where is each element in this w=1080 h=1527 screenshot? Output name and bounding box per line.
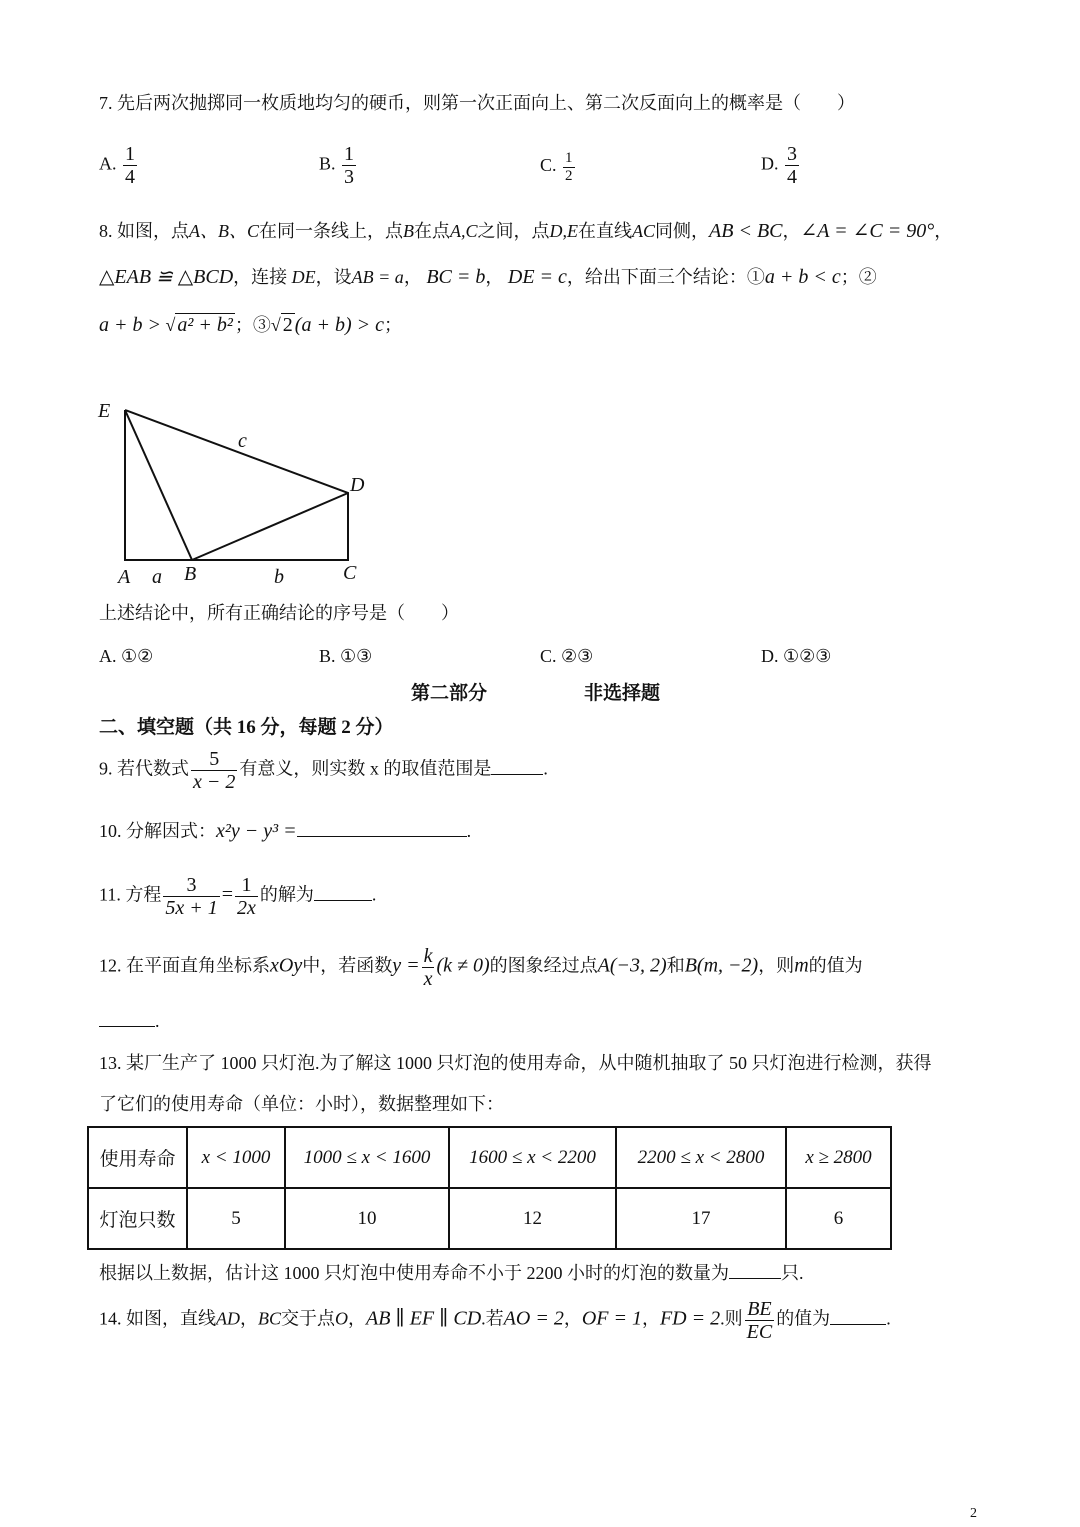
fraction: $\frac{1}{2x}$ [237, 874, 256, 919]
q7-stem: 7. 先后两次抛掷同一枚质地均匀的硬币，则第一次正面向上、第二次反面向上的概率是（ ） [99, 93, 855, 113]
table-header-cell: x ≥ 2800 [786, 1127, 891, 1188]
table-cell: 10 [285, 1188, 449, 1249]
table-header-cell: 使用寿命 [88, 1127, 187, 1188]
q8-option-d[interactable]: D. ①②③ [761, 646, 832, 666]
q8-figure [90, 395, 390, 590]
segment-eb [125, 410, 192, 560]
q8-line1: 8. 如图，点A、B、C在同一条线上，点B在点A,C之间，点D,E在直线AC同侧，AB < BC，∠A = ∠C = 90°， [99, 220, 953, 242]
q10: 10. 分解因式：x²y − y³ = . [99, 820, 472, 842]
fraction: $\frac{3}{5x + 1}$ [165, 874, 218, 919]
q8-option-a[interactable]: A. ①② [99, 646, 154, 666]
answer-blank[interactable] [297, 820, 467, 837]
q8-ask: 上述结论中，所有正确结论的序号是（ ） [99, 603, 459, 623]
label-side-c: c [238, 430, 247, 452]
label-side-a: a [152, 566, 162, 588]
label-a: A [118, 566, 131, 588]
q9: 9. 若代数式 $\frac{5}{x - 2}$ 有意义，则实数 x 的取值范围是 . [99, 748, 548, 793]
answer-blank[interactable] [729, 1262, 781, 1279]
fraction: $\frac{1}{4}$ [125, 143, 135, 188]
label-b: B [184, 563, 197, 585]
table-cell: 12 [449, 1188, 616, 1249]
table-header-cell: 1600 ≤ x < 2200 [449, 1127, 616, 1188]
table-header-cell: x < 1000 [187, 1127, 285, 1188]
segment-bd [192, 493, 348, 560]
q7-option-c[interactable] [540, 150, 577, 184]
q12: 12. 在平面直角坐标系xOy中，若函数y = $\frac{k}{x}$ (k ≠ 0)的图象经过点A(−3, 2)和B(m, −2)，则m的值为 [99, 945, 863, 990]
data-table [87, 1126, 892, 1250]
q12-answer-line: . [99, 1010, 160, 1033]
q7-option-b[interactable] [319, 143, 358, 188]
fraction: $\frac{k}{x}$ [423, 945, 433, 990]
q8-line3: a + b > √ a² + b² ；③√ 2 (a + b) > c； [99, 314, 402, 336]
section-heading: 二、填空题（共 16 分，每题 2 分） [99, 717, 394, 738]
label-side-b: b [274, 566, 284, 588]
q11: 11. 方程 $\frac{3}{5x + 1}$ = $\frac{1}{2x}$ 的解为 . [99, 874, 377, 919]
fraction: $\frac{5}{x - 2}$ [193, 748, 236, 793]
table-row [88, 1188, 891, 1249]
table-cell: 5 [187, 1188, 285, 1249]
part2-title: 第二部分 [411, 683, 488, 704]
answer-blank[interactable] [314, 884, 372, 901]
q8-option-b[interactable]: B. ①③ [319, 646, 373, 666]
table-cell: 灯泡只数 [88, 1188, 187, 1249]
q13-after: 根据以上数据，估计这 1000 只灯泡中使用寿命不小于 2200 小时的灯泡的数量为 只. [99, 1263, 804, 1283]
answer-blank[interactable] [491, 758, 543, 775]
option-label: D. [761, 153, 779, 174]
fraction: $\frac{3}{4}$ [787, 143, 797, 188]
q13-line2: 了它们的使用寿命（单位：小时），数据整理如下： [99, 1094, 504, 1114]
option-label: C. [540, 155, 557, 176]
table-row [88, 1127, 891, 1188]
answer-blank[interactable] [830, 1308, 886, 1325]
q14: 14. 如图，直线AD，BC交于点O，AB ∥ EF ∥ CD.若AO = 2，OF = 1，FD = 2.则 $\frac{BE}{EC}$ 的值为 . [99, 1298, 891, 1343]
fraction: $\frac{1}{3}$ [344, 143, 355, 188]
label-d: D [350, 474, 365, 496]
q8-option-c[interactable]: C. ②③ [540, 646, 594, 666]
q13-line1: 13. 某厂生产了 1000 只灯泡.为了解这 1000 只灯泡的使用寿命，从中随机抽取了 50 只灯泡进行检测，获得 [99, 1053, 932, 1073]
option-label: A. [99, 153, 117, 174]
q8-line2: △EAB ≌ △BCD，连接 DE，设AB = a， BC = b， DE = c，给出下面三个结论：①a + b < c；② [99, 266, 877, 288]
table-header-cell: 1000 ≤ x < 1600 [285, 1127, 449, 1188]
q7-option-a[interactable] [99, 143, 139, 188]
fraction: $\frac{1}{2}$ [565, 150, 573, 184]
table-cell: 6 [786, 1188, 891, 1249]
option-label: B. [319, 153, 336, 174]
label-e: E [98, 400, 111, 422]
part2-subtitle: 非选择题 [584, 683, 661, 704]
fraction: $\frac{BE}{EC}$ [746, 1298, 773, 1343]
label-c: C [343, 562, 357, 584]
answer-blank[interactable] [99, 1010, 155, 1027]
q7-option-d[interactable] [761, 143, 801, 188]
table-header-cell: 2200 ≤ x < 2800 [616, 1127, 786, 1188]
table-cell: 17 [616, 1188, 786, 1249]
page-number: 2 [970, 1506, 977, 1521]
